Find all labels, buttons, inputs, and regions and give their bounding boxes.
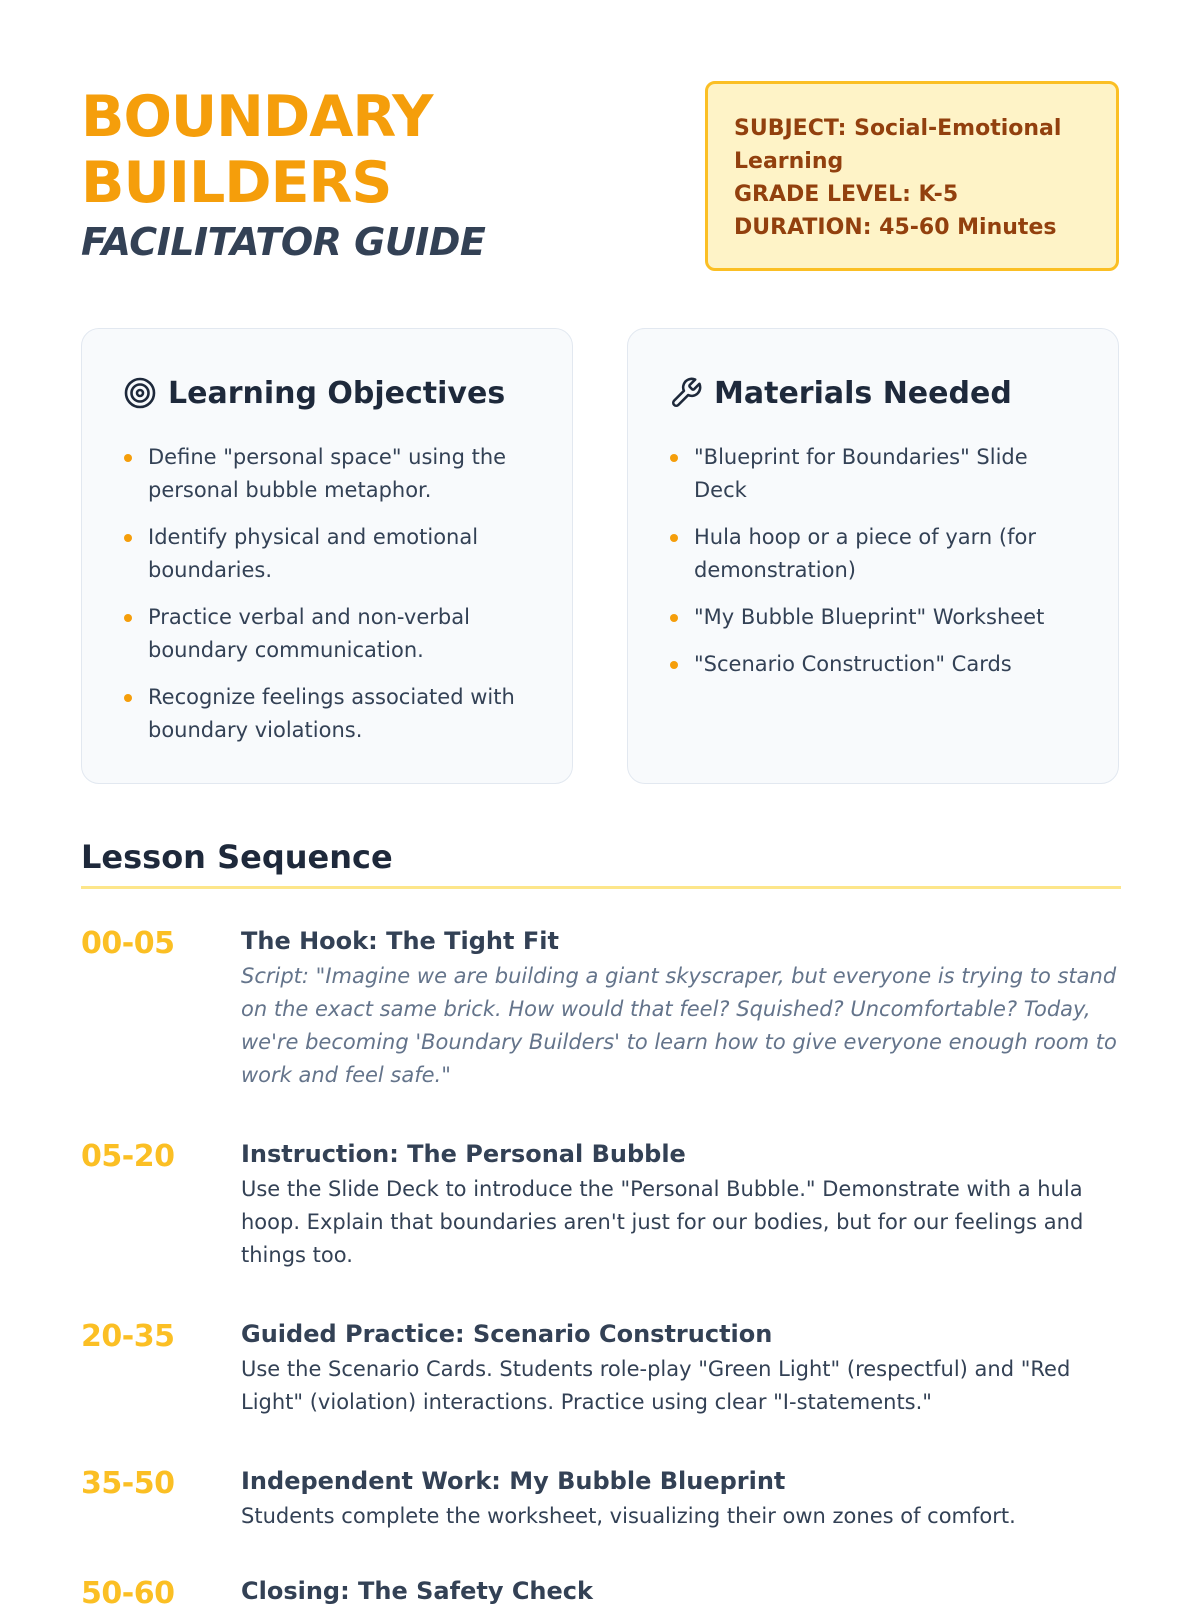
bullet-dot	[124, 454, 132, 462]
step-body	[241, 1137, 1121, 1272]
lesson-sequence-heading: Lesson Sequence	[81, 838, 1121, 889]
material-text: "Scenario Construction" Cards	[694, 652, 1012, 676]
lesson-meta-box	[705, 81, 1119, 271]
wrench-icon	[668, 375, 704, 411]
bullet-dot	[124, 614, 132, 622]
step-time: 05-20	[81, 1139, 175, 1174]
objective-text: Define "personal space" using the personal bubble metaphor.	[148, 445, 507, 502]
materials-title: Materials Needed	[714, 375, 1012, 411]
step-body	[241, 1574, 1121, 1608]
step-body	[241, 1317, 1121, 1419]
step-script: Script: "Imagine we are building a giant skyscraper, but everyone is trying to stand on the exact same brick. How would that feel? Squished? Uncomfortable? Today, we're becoming 'Boundary Builders' to learn how to give everyone enough room to work and feel safe."	[241, 964, 1117, 1087]
objectives-header	[122, 369, 532, 417]
bullet-dot	[670, 454, 678, 462]
step-text: Use the Slide Deck to introduce the "Personal Bubble." Demonstrate with a hula hoop. Explain that boundaries aren't just for our bodies, but for our feelings and things too.	[241, 1177, 1084, 1267]
list-item	[668, 441, 1078, 507]
objective-text: Practice verbal and non-verbal boundary communication.	[148, 605, 470, 662]
list-item	[668, 648, 1078, 681]
target-icon	[122, 375, 158, 411]
objective-text: Identify physical and emotional boundaries.	[148, 525, 479, 582]
materials-list	[668, 441, 1078, 681]
step-title: Instruction: The Personal Bubble	[241, 1140, 686, 1168]
materials-card	[627, 328, 1119, 784]
facilitator-guide-page	[81, 0, 1121, 1611]
list-item	[122, 521, 532, 587]
step-title: Guided Practice: Scenario Construction	[241, 1320, 773, 1348]
material-text: "Blueprint for Boundaries" Slide Deck	[694, 445, 1028, 502]
bullet-dot	[670, 534, 678, 542]
step-title: Closing: The Safety Check	[241, 1577, 593, 1605]
objectives-list	[122, 441, 532, 747]
objectives-card	[81, 328, 573, 784]
step-text: Use the Scenario Cards. Students role-play "Green Light" (respectful) and "Red Light" (violation) interactions. Practice using clear "I-statements."	[241, 1357, 1071, 1414]
title-line-1: BOUNDARY	[81, 84, 433, 150]
bullet-dot	[124, 534, 132, 542]
step-time: 35-50	[81, 1466, 175, 1501]
step-title: The Hook: The Tight Fit	[241, 927, 559, 955]
list-item	[122, 441, 532, 507]
title-line-2: BUILDERS	[81, 150, 392, 216]
meta-duration: DURATION: 45-60 Minutes	[734, 215, 1057, 240]
materials-header	[668, 369, 1078, 417]
subtitle: FACILITATOR GUIDE	[81, 220, 486, 264]
step-text: Students complete the worksheet, visualizing their own zones of comfort.	[241, 1504, 1016, 1528]
objectives-title: Learning Objectives	[168, 375, 506, 411]
material-text: Hula hoop or a piece of yarn (for demonstration)	[694, 525, 1036, 582]
list-item	[122, 601, 532, 667]
objective-text: Recognize feelings associated with boundary violations.	[148, 685, 515, 742]
bullet-dot	[670, 614, 678, 622]
step-time: 50-60	[81, 1576, 175, 1611]
meta-subject: SUBJECT: Social-Emotional Learning	[734, 116, 1062, 174]
list-item	[668, 521, 1078, 587]
bullet-dot	[670, 661, 678, 669]
list-item	[122, 681, 532, 747]
title-block	[81, 84, 641, 266]
step-time: 00-05	[81, 926, 175, 961]
step-time: 20-35	[81, 1319, 175, 1354]
step-title: Independent Work: My Bubble Blueprint	[241, 1467, 786, 1495]
material-text: "My Bubble Blueprint" Worksheet	[694, 605, 1045, 629]
list-item	[668, 601, 1078, 634]
step-body	[241, 924, 1121, 1092]
bullet-dot	[124, 694, 132, 702]
meta-grade: GRADE LEVEL: K-5	[734, 182, 959, 207]
step-body	[241, 1464, 1121, 1533]
